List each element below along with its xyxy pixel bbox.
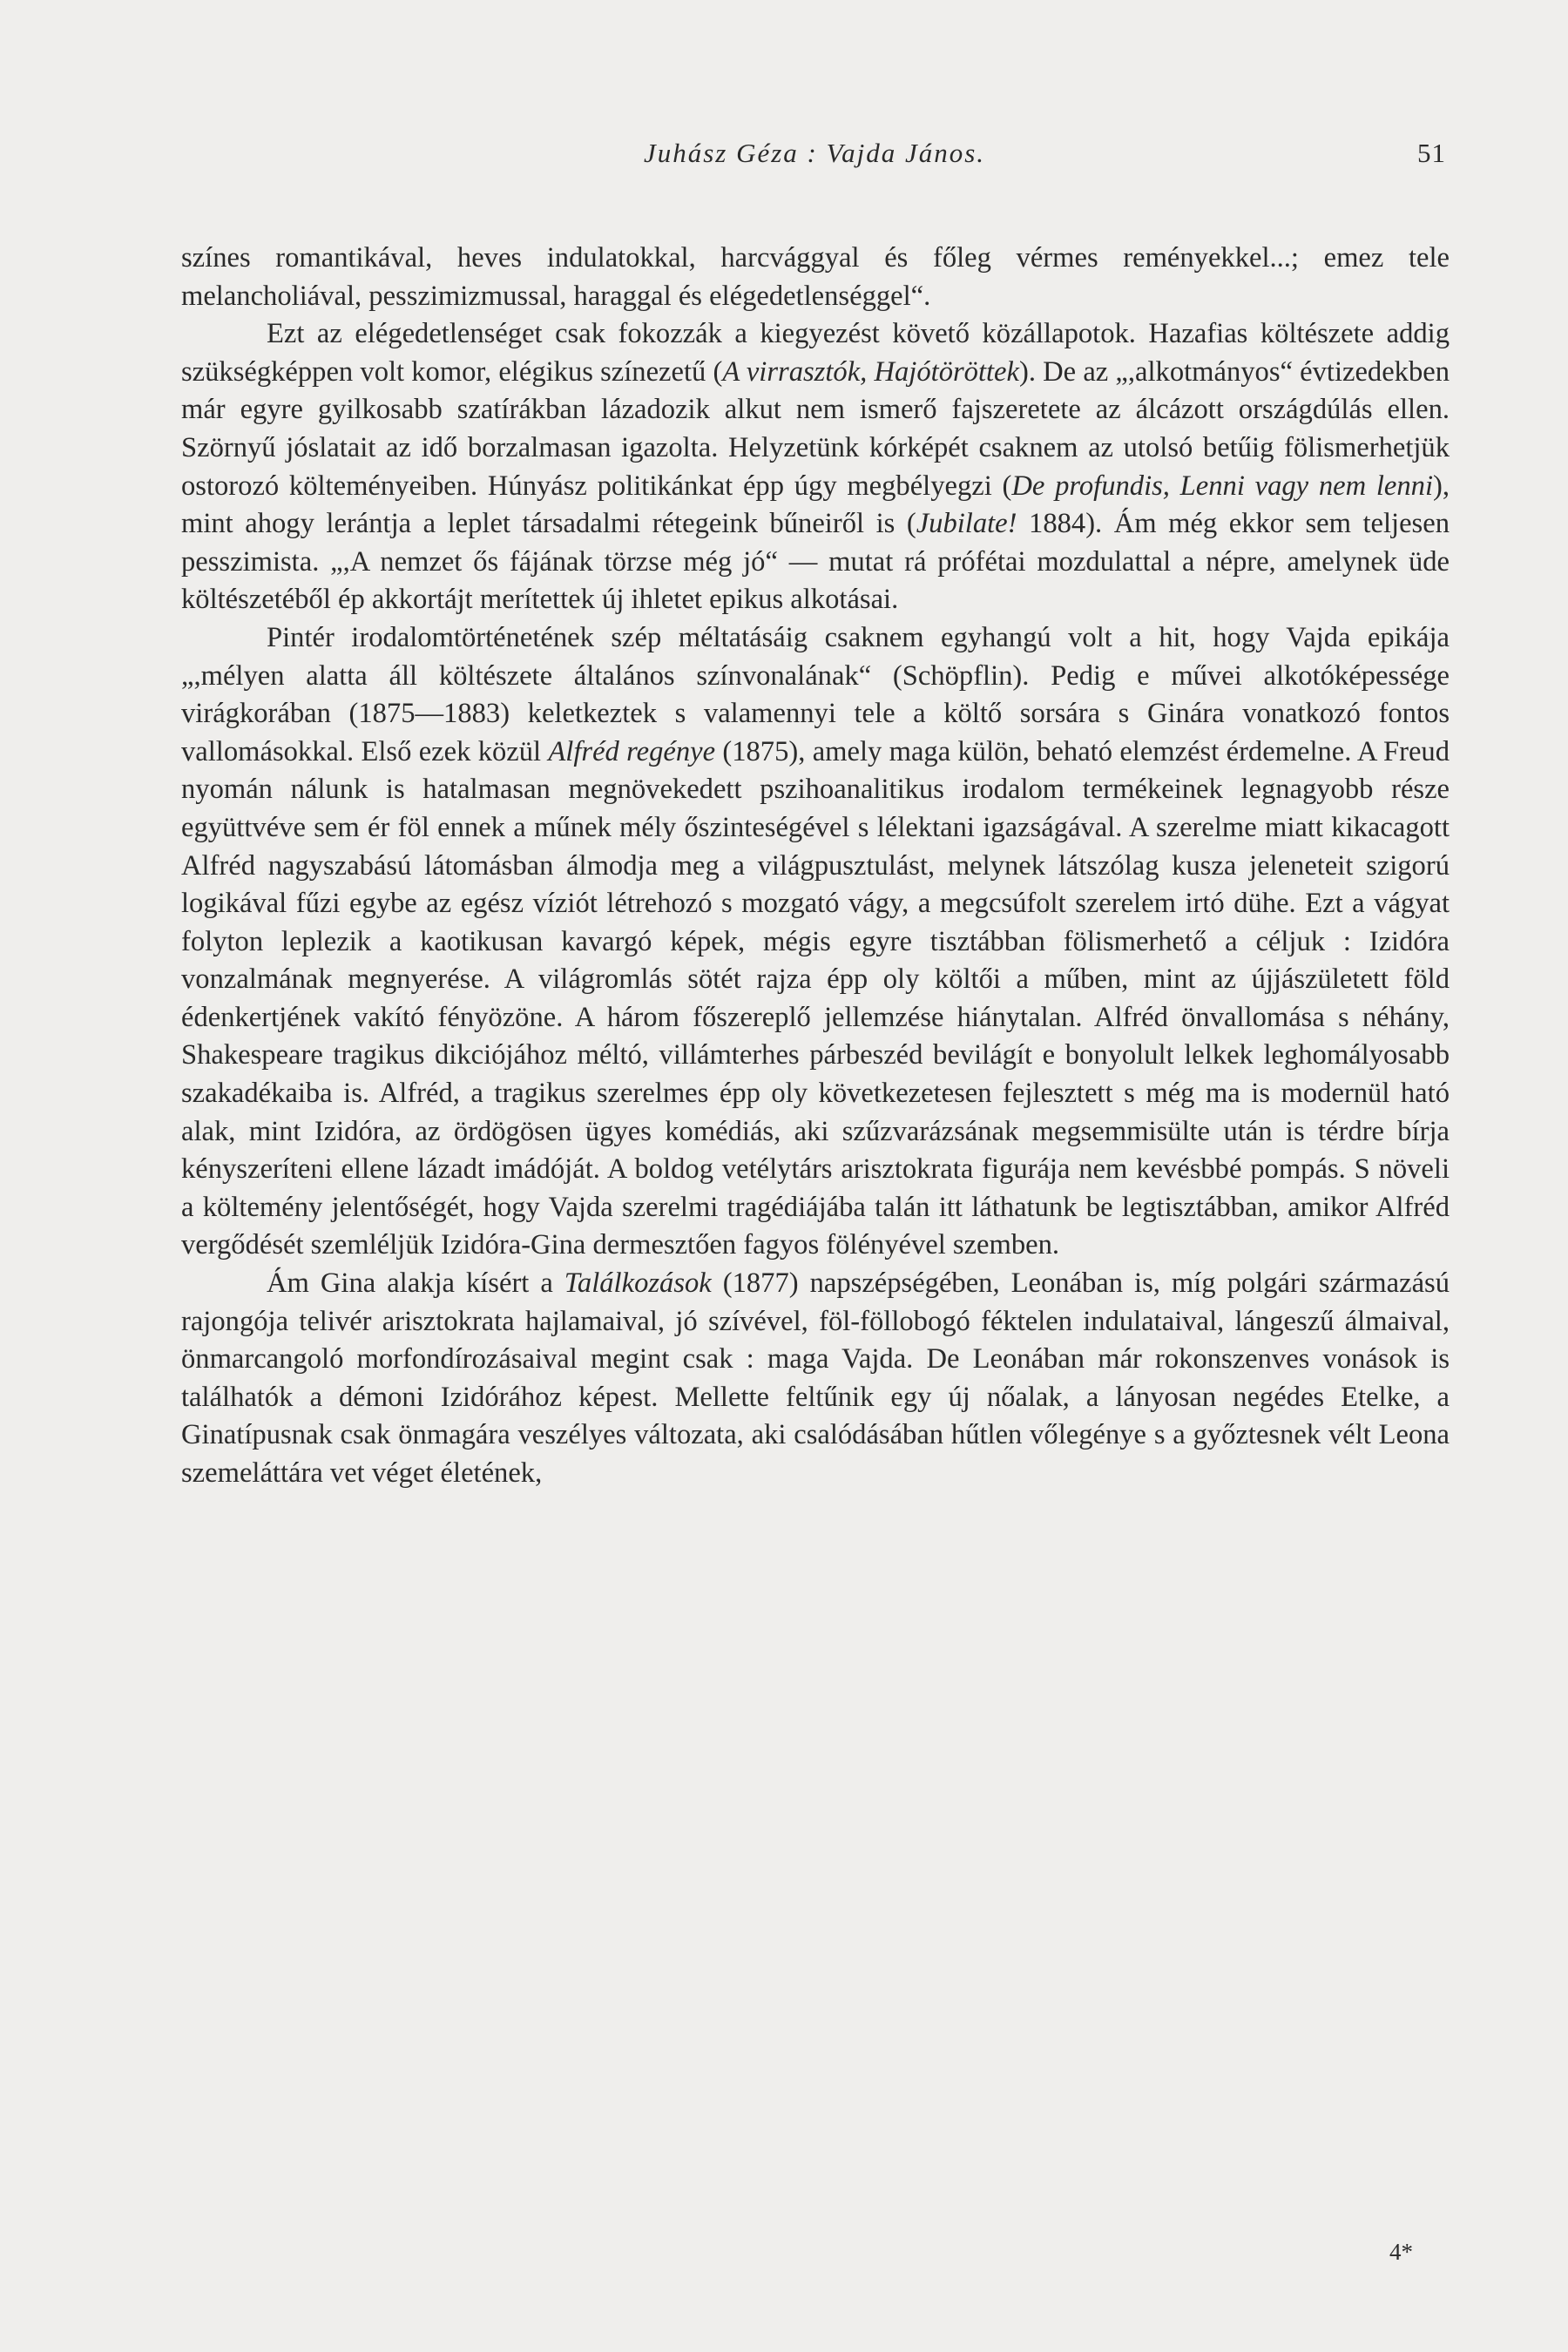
text-run: Pintér irodalomtörténetének szép méltatásáig csaknem egyhangú volt a hit, hogy Vajda epikája „,mélyen alatta áll költészete általános színvonalának“ (Schöpflin). Pedig e művei alkotóképessége virágkorában (1875—1883) keletkeztek s valamennyi tele a költő sorsára s Ginára vonatkozó fontos vallomásokkal. Első ezek közül [181,621,1450,767]
signature-mark: 4* [1389,2239,1413,2265]
text-run: ). De az „,alkotmányos“ évtizedekben már egyre gyilkosabb szatírákban lázadozik alkut nem ismerő fajszeretete az álcázott országdúlás ellen. Szörnyű jóslatait az idő borzalmasan igazolta. Helyzetünk kórképét csaknem az utolsó betűig fölismerhetjük ostorozó költeményeiben. Húnyász politikánkat épp úgy megbélyegzi ( [181,355,1450,502]
italic-title: Alfréd regénye [548,735,716,767]
running-title: Juhász Géza : Vajda János. [643,138,986,168]
page-number: 51 [1417,138,1446,168]
italic-title: A virrasztók, Hajótöröttek [722,355,1019,388]
text-run: Ám Gina alakja kísért a [267,1267,564,1300]
paragraph [181,1265,1450,1493]
text-run: színes romantikával, heves indulatokkal, harcvággyal és főleg vérmes reményekkel...; emez tele melancholiával, pesszimizmussal, haraggal és elégedetlenséggel“. [181,242,1450,312]
text-run: (1875), amely maga külön, beható elemzést érdemelne. A Freud nyomán nálunk is hatalmasan megnövekedett pszihoanalitikus irodalom termékeinek legnagyobb része együttvéve sem ér föl ennek a műnek mély őszinteségével s lélektani igazságával. A szerelme miatt kikacagott Alfréd nagyszabású látomásban álmodja meg a világpusztulást, melynek látszólag kusza jeleneteit szigorú logikával fűzi egybe az egész víziót létrehozó s mozgató vágy, a megcsúfolt szerelem irtó dühe. Ezt a vágyat folyton leplezik a kaotikusan kavargó képek, mégis egyre tisztábban fölismerhető a céljuk : Izidóra vonzalmának megnyerése. A világromlás sötét rajza épp oly költői a műben, mint az újjászületett föld édenkertjének vakító fényözöne. A három főszereplő jellemzése hiánytalan. Alfréd önvallomása s néhány, Shakespeare tragikus dikciójához méltó, villámterhes párbeszéd bevilágít e bonyolult lelkek leghomályosabb szakadékaiba is. Alfréd, a tragikus szerelmes épp oly következetesen fejlesztett s még ma is modernül ható alak, mint Izidóra, az ördögösen ügyes komédiás, aki szűzvarázsának megsemmisülte után is térdre bírja kényszeríteni ellene lázadt imádóját. A boldog vetélytárs arisztokrata figurája nem kevésbbé pompás. S növeli a költemény jelentőségét, hogy Vajda szerelmi tragédiájába talán itt láthatunk be legtisztábban, amikor Alfréd vergődését szemléljük Izidóra-Gina dermesztően fagyos fölényével szemben. [181,735,1450,1261]
text-run: ), mint ahogy lerántja a leplet társadalmi rétegeink bűneiről is ( [181,470,1450,540]
body-text [181,240,1450,1493]
text-run: Ezt az elégedetlenséget csak fokozzák a kiegyezést követő közállapotok. Hazafias költészete addig szükségképpen volt komor, elégikus színezetű ( [181,318,1450,388]
paragraph [181,240,1450,315]
paragraph [181,619,1450,1265]
italic-title: Találkozások [564,1267,712,1300]
paragraph [181,315,1450,619]
italic-title: Jubilate! [916,508,1017,540]
italic-title: De profundis, Lenni vagy nem lenni [1011,470,1434,502]
running-header [183,138,1446,172]
text-run: (1877) napszépségében, Leonában is, míg polgári származású rajongója telivér arisztokrata hajlamaival, jó szívével, föl-föllobogó féktelen indulataival, lángeszű álmaival, önmarcangoló morfondírozásaival megint csak : maga Vajda. De Leonában már rokonszenves vonások is találhatók a démoni Izidórához képest. Mellette feltűnik egy új nőalak, a lányosan negédes Etelke, a Ginatípusnak csak önmagára veszélyes változata, aki csalódásában hűtlen vőlegénye s a győztesnek vélt Leona szemeláttára vet véget életének, [181,1267,1450,1489]
text-run: 1884). Ám még ekkor sem teljesen pesszimista. „,A nemzet ős fájának törzse még jó“ — mutat rá prófétai mozdulattal a népre, amelynek üde költészetéből ép akkortájt merítettek új ihletet epikus alkotásai. [181,508,1450,616]
